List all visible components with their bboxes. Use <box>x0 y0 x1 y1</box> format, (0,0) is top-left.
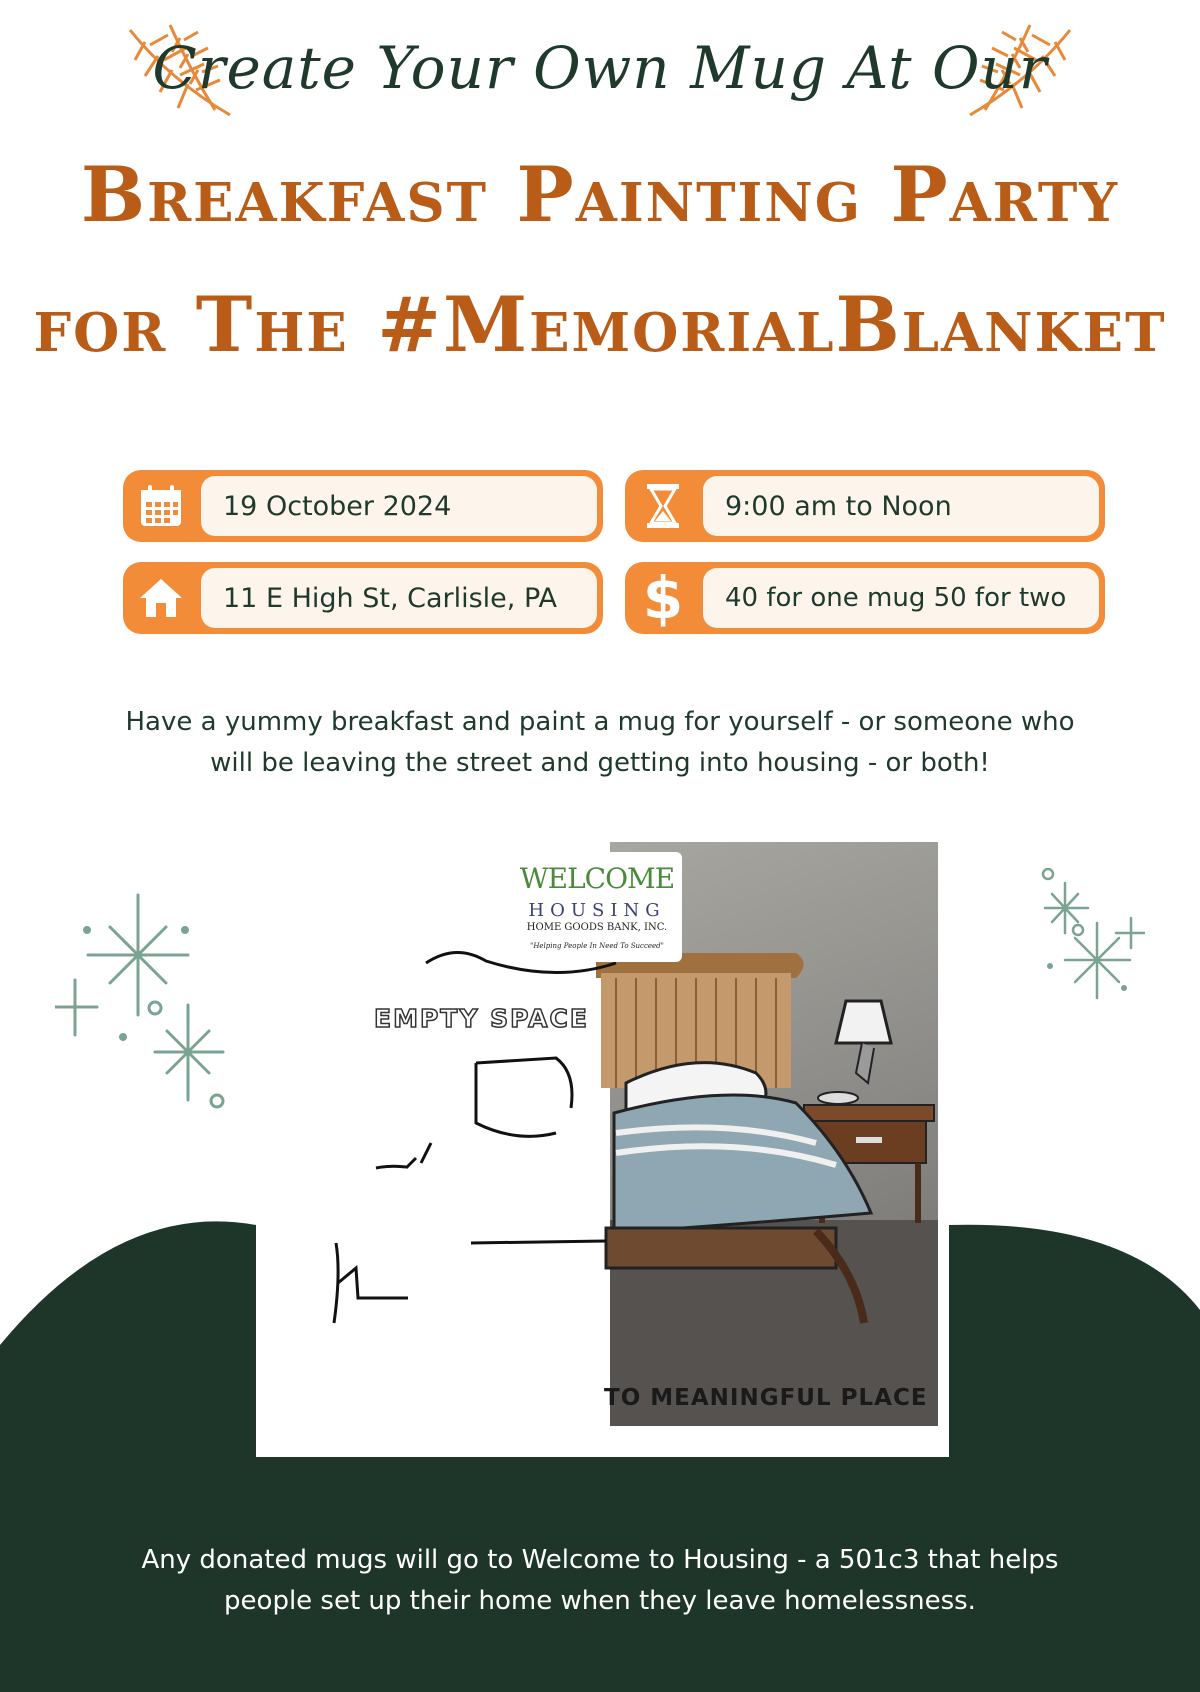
sparkle-cluster-left-icon <box>55 885 230 1115</box>
empty-space-caption: EMPTY SPACE <box>374 1004 589 1033</box>
event-description: Have a yummy breakfast and paint a mug for yourself - or someone who will be leaving the street and getting into housing - or both! <box>125 707 1075 778</box>
time-text: 9:00 am to Noon <box>703 476 1099 536</box>
event-title-line1: Breakfast Painting Party <box>80 150 1120 239</box>
date-text: 19 October 2024 <box>201 476 597 536</box>
sparkle-cluster-right-icon <box>1040 868 1145 1008</box>
logo-bank-text: HOME GOODS BANK, INC. <box>526 922 668 933</box>
footer-note: Any donated mugs will go to Welcome to Housing - a 501c3 that helps people set up their home when they leave homelessness. <box>141 1545 1059 1616</box>
event-title-line2: for The #MemorialBlanket <box>33 280 1167 369</box>
meaningful-place-caption: TO MEANINGFUL PLACE <box>604 1385 928 1411</box>
house-icon <box>123 562 199 634</box>
location-text: 11 E High St, Carlisle, PA <box>201 568 597 628</box>
date-pill <box>123 470 603 542</box>
dollar-icon: $ <box>642 564 684 632</box>
price-pill <box>625 562 1105 634</box>
price-text: 40 for one mug 50 for two <box>703 568 1099 628</box>
calendar-icon <box>123 470 199 542</box>
script-heading: Create Your Own Mug At Our <box>152 34 1048 102</box>
logo-tagline: "Helping People In Need To Succeed" <box>530 942 664 950</box>
hourglass-icon <box>625 470 701 542</box>
logo-housing-text: HOUSING <box>528 900 666 921</box>
location-pill <box>123 562 603 634</box>
logo-welcome-text: WELCOME <box>519 862 675 895</box>
time-pill <box>625 470 1105 542</box>
